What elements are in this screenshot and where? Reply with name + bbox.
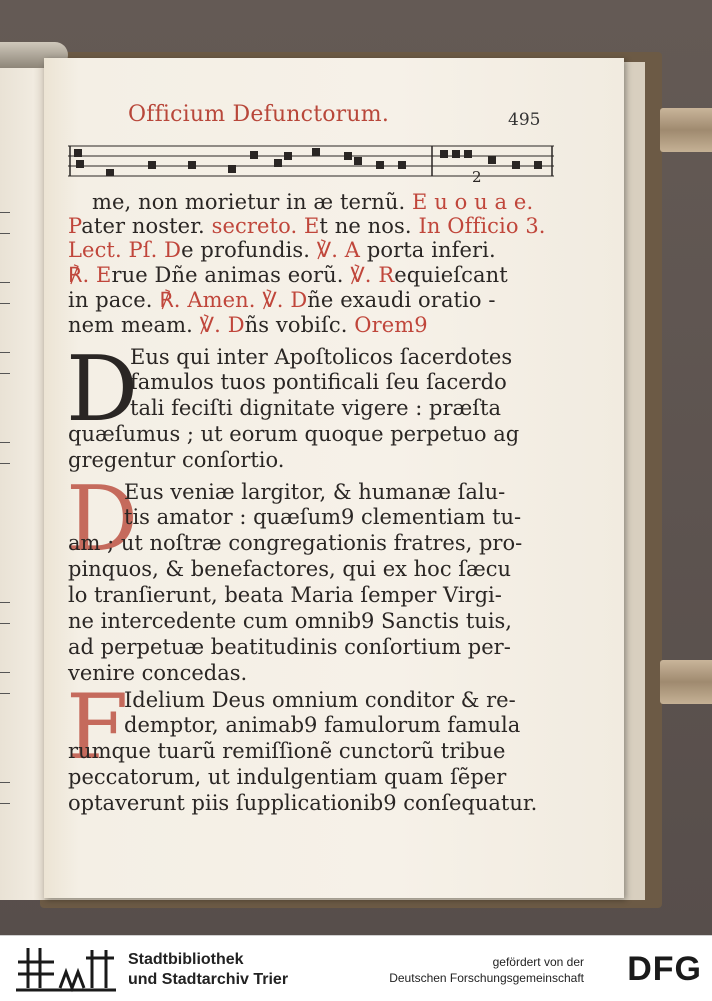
prayer-1-line: Eus qui inter Apoſtolicos ſacerdotes: [130, 345, 513, 369]
rubric-line-3: [68, 263, 508, 287]
chant-text-evovae: E u o u a e.: [412, 190, 534, 214]
prayer-3-line: optaverunt piis ſupplicationib9 conſequatur.: [68, 791, 538, 815]
left-page-staff-mark: [0, 352, 10, 374]
rubric-segment: ℟. Amen. ℣. D: [159, 288, 308, 312]
prayer-2-line: tis amator : quæſum9 clementiam tu-: [124, 505, 522, 529]
left-page-staff-mark: [0, 442, 10, 464]
funding-line-2: Deutschen Forschungsgemeinschaft: [389, 971, 584, 985]
left-page-staff-mark: [0, 282, 10, 304]
prayer-2-line: pinquos, & benefactores, qui ex hoc ſæcu: [68, 557, 512, 581]
text-segment: ater noster.: [81, 214, 212, 238]
left-page-fragment: [0, 62, 50, 900]
rubric-segment: ℟. E: [68, 263, 112, 287]
prayer-1-line: famulos tuos pontificali ſeu ſacerdo: [130, 370, 507, 394]
left-page-staff-mark: [0, 782, 10, 804]
text-segment: t ne nos.: [319, 214, 419, 238]
text-segment: nem meam.: [68, 313, 200, 337]
footer-bar: [0, 935, 712, 1001]
rubric-segment: ℣. D: [199, 313, 245, 337]
dfg-logo: DFG: [627, 950, 702, 988]
text-segment: e profundis.: [181, 238, 317, 262]
chant-staff-note: 2: [472, 168, 482, 186]
chant-staff: [68, 140, 554, 186]
left-page-staff-mark: [0, 672, 10, 694]
text-segment: equieſcant: [394, 263, 508, 287]
library-name-line-2: und Stadtarchiv Trier: [128, 971, 289, 988]
prayer-3-line: peccatorum, ut indulgentiam quam ſẽper: [68, 765, 507, 789]
chant-text-words: me, non morietur in æ ternũ.: [92, 190, 413, 214]
initial-letter-d-red: D: [66, 467, 139, 572]
prayer-2-line: Eus veniæ largitor, & humanæ ſalu-: [124, 480, 506, 504]
library-name: [128, 950, 288, 990]
rubric-line-5: [68, 313, 428, 337]
initial-letter-f-red: F: [66, 675, 129, 780]
prayer-2-line: ad perpetuæ beatitudinis conſortium per-: [68, 635, 511, 659]
rubric-segment: ℣. A: [316, 238, 361, 262]
text-segment: porta inferi.: [360, 238, 496, 262]
initial-letter-d-black: D: [66, 337, 139, 442]
rubric-line-1: [68, 214, 546, 238]
rubric-segment: P: [68, 214, 82, 238]
stadtbibliothek-logo-icon: [14, 944, 118, 994]
prayer-2-line: lo tranſierunt, beata Maria ſemper Virgi-: [68, 583, 502, 607]
prayer-2-line: am ; ut noſtræ congregationis fratres, pro-: [68, 531, 523, 555]
prayer-3-line: demptor, animab9 famulorum famula: [124, 713, 521, 737]
funding-line-1: gefördert von der: [492, 955, 584, 969]
text-segment: ñs vobiſc.: [244, 313, 355, 337]
rubric-segment: Orem9: [354, 313, 428, 337]
library-name-line-1: Stadtbibliothek: [128, 951, 244, 968]
rubric-line-4: [68, 288, 496, 312]
prayer-2-line: ne intercedente cum omnib9 Sanctis tuis,: [68, 609, 512, 633]
prayer-1-line: gregentur conſortio.: [68, 448, 285, 472]
prayer-3-line: rumque tuarũ remiſſionẽ cunctorũ tribue: [68, 739, 506, 763]
running-head: Officium Defunctorum.: [128, 102, 390, 127]
rubric-segment: secreto. E: [211, 214, 320, 238]
rubric-segment: ℣. R: [350, 263, 395, 287]
text-segment: rue Dñe animas eorũ.: [111, 263, 351, 287]
chant-text-line: [92, 190, 533, 214]
rubric-line-2: [68, 238, 496, 262]
funding-notice: [389, 954, 584, 986]
left-page-staff-mark: [0, 212, 10, 234]
rubric-segment: Lect. Pſ. D: [68, 238, 182, 262]
book-clasp-top: [660, 108, 712, 152]
text-segment: ñe exaudi oratio -: [307, 288, 496, 312]
book-clasp-bottom: [660, 660, 712, 704]
prayer-1-line: tali feciſti dignitate vigere : præſta: [130, 396, 501, 420]
rubric-segment: In Officio 3.: [418, 214, 546, 238]
text-segment: in pace.: [68, 288, 160, 312]
prayer-3-line: Idelium Deus omnium conditor & re-: [124, 688, 516, 712]
prayer-2-line: venire concedas.: [68, 661, 248, 685]
prayer-1-line: quæſumus ; ut eorum quoque perpetuo ag: [68, 422, 520, 446]
left-page-staff-mark: [0, 602, 10, 624]
page-number: 495: [508, 110, 541, 130]
